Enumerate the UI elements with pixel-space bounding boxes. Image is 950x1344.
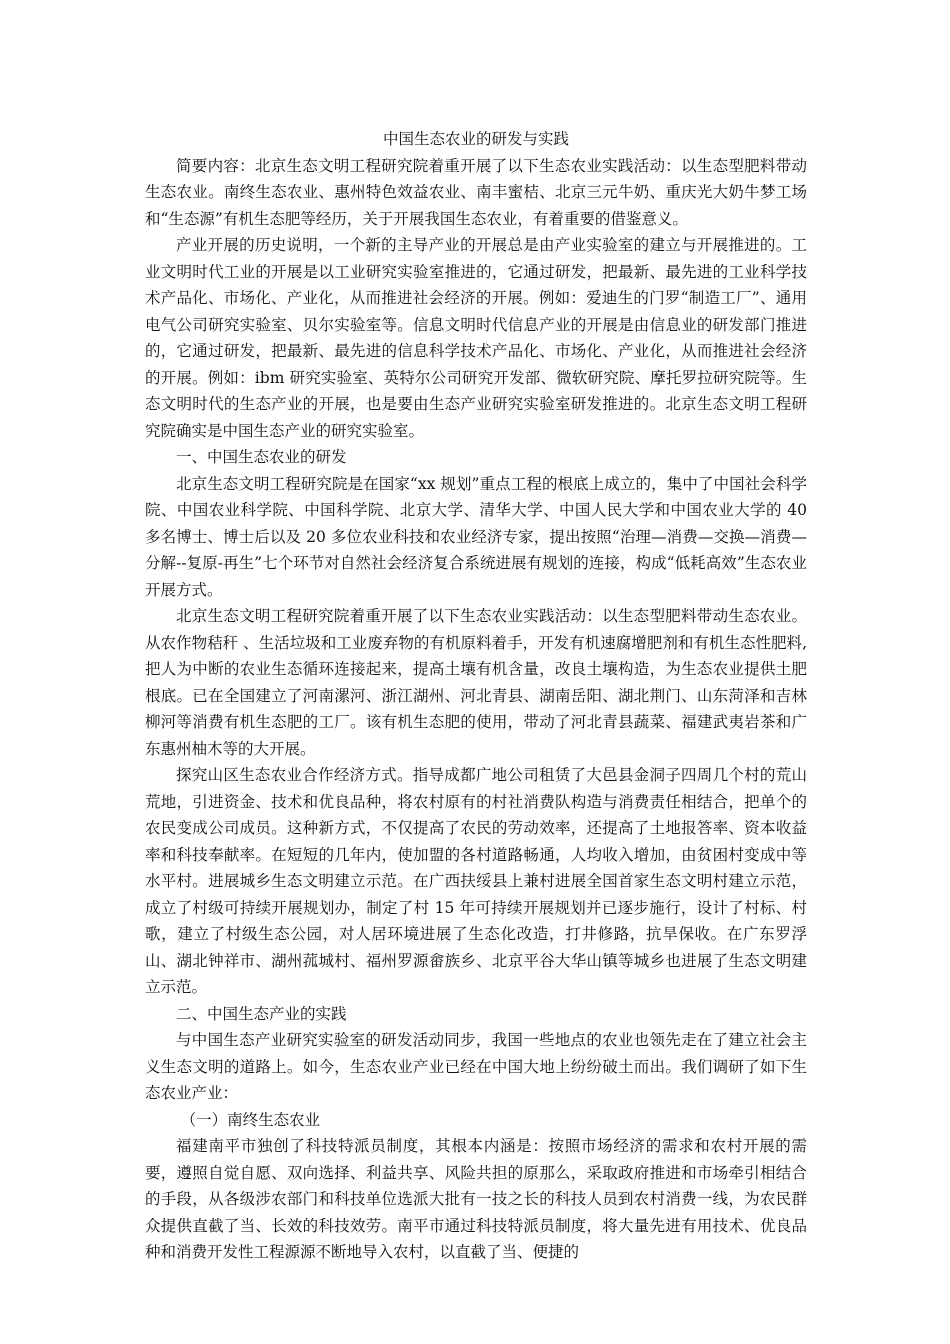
body-paragraph: 北京生态文明工程研究院着重开展了以下生态农业实践活动：以生态型肥料带动生态农业。从农作物秸秆 、生活垃圾和工业废弃物的有机原料着手，开发有机速腐增肥剂和有机生态性肥料,把人为中断的农业生态循环连接起来，提高土壤有机含量，改良土壤构造，为生态农业提供土肥根底。已在全国建立了河南漯河、浙江湖州、河北青县、湖南岳阳、湖北荆门、山东菏泽和吉林柳河等消费有机生态肥的工厂。该有机生态肥的使用，带动了河北青县蔬菜、福建武夷岩茶和广东惠州柚木等的大开展。 <box>145 607 807 758</box>
subsection-heading: （一）南终生态农业 <box>180 1110 321 1129</box>
section-heading: 二、中国生态产业的实践 <box>176 1004 347 1023</box>
body-paragraph: 与中国生态产业研究实验室的研发活动同步，我国一些地点的农业也领先走在了建立社会主义生态文明的道路上。如今，生态农业产业已经在中国大地上纷纷破土而出。我们调研了如下生态农业产业： <box>145 1031 807 1102</box>
section-heading: 一、中国生态农业的研发 <box>176 448 347 466</box>
document-title: 中国生态农业的研发与实践 <box>382 130 569 148</box>
document-page <box>145 126 807 1266</box>
body-paragraph: 产业开展的历史说明，一个新的主导产业的开展总是由产业实验室的建立与开展推进的。工业文明时代工业的开展是以工业研究实验室推进的，它通过研发，把最新、最先进的工业科学技术产品化、市场化、产业化，从而推进社会经济的开展。例如：爱迪生的门罗“制造工厂”、通用电气公司研究实验室、贝尔实验室等。信息文明时代信息产业的开展是由信息业的研发部门推进的，它通过研发，把最新、最先进的信息科学技术产品化、市场化、产业化，从而推进社会经济的开展。例如：ibm 研究实验室、英特尔公司研究开发部、微软研究院、摩托罗拉研究院等。生态文明时代的生态产业的开展，也是要由生态产业研究实验室研发推进的。北京生态文明工程研究院确实是中国生态产业的研究实验室。 <box>145 236 807 440</box>
body-paragraph: 北京生态文明工程研究院是在国家“xx 规划”重点工程的根底上成立的，集中了中国社会科学院、中国农业科学院、中国科学院、北京大学、清华大学、中国人民大学和中国农业大学的 40 多名博士、博士后以及 20 多位农业科技和农业经济专家，提出按照“治理—消费—交换—消费—分解--复原-再生”七个环节对自然社会经济复合系统进展有规划的连接，构成“低耗高效”生态农业开展方式。 <box>145 474 807 599</box>
body-paragraph: 福建南平市独创了科技特派员制度，其根本内涵是：按照市场经济的需求和农村开展的需要，遵照自觉自愿、双向选择、利益共享、风险共担的原那么，采取政府推进和市场牵引相结合的手段，从各级涉农部门和科技单位选派大批有一技之长的科技人员到农村消费一线，为农民群众提供直截了当、长效的科技效劳。南平市通过科技特派员制度，将大量先进有用技术、优良品种和消费开发性工程源源不断地导入农村，以直截了当、便捷的 <box>145 1137 807 1261</box>
body-paragraph: 探究山区生态农业合作经济方式。指导成都广地公司租赁了大邑县金洞子四周几个村的荒山荒地，引进资金、技术和优良品种，将农村原有的村社消费队构造与消费责任相结合，把单个的农民变成公司成员。这种新方式，不仅提高了农民的劳动效率，还提高了土地报答率、资本收益率和科技奉献率。在短短的几年内，使加盟的各村道路畅通，人均收入增加，由贫困村变成中等水平村。进展城乡生态文明建立示范。在广西扶绥县上兼村进展全国首家生态文明村建立示范，成立了村级可持续开展规划办，制定了村 15 年可持续开展规划并已逐步施行，设计了村标、村歌，建立了村级生态公园，对人居环境进展了生态化改造，打井修路，抗旱保收。在广东罗浮山、湖北钟祥市、湖州菰城村、福州罗源畲族乡、北京平谷大华山镇等城乡也进展了生态文明建立示范。 <box>145 766 807 996</box>
summary-paragraph: 简要内容：北京生态文明工程研究院着重开展了以下生态农业实践活动：以生态型肥料带动生态农业。南终生态农业、惠州特色效益农业、南丰蜜桔、北京三元牛奶、重庆光大奶牛梦工场和“生态源”有机生态肥等经历，关于开展我国生态农业，有着重要的借鉴意义。 <box>145 156 807 228</box>
